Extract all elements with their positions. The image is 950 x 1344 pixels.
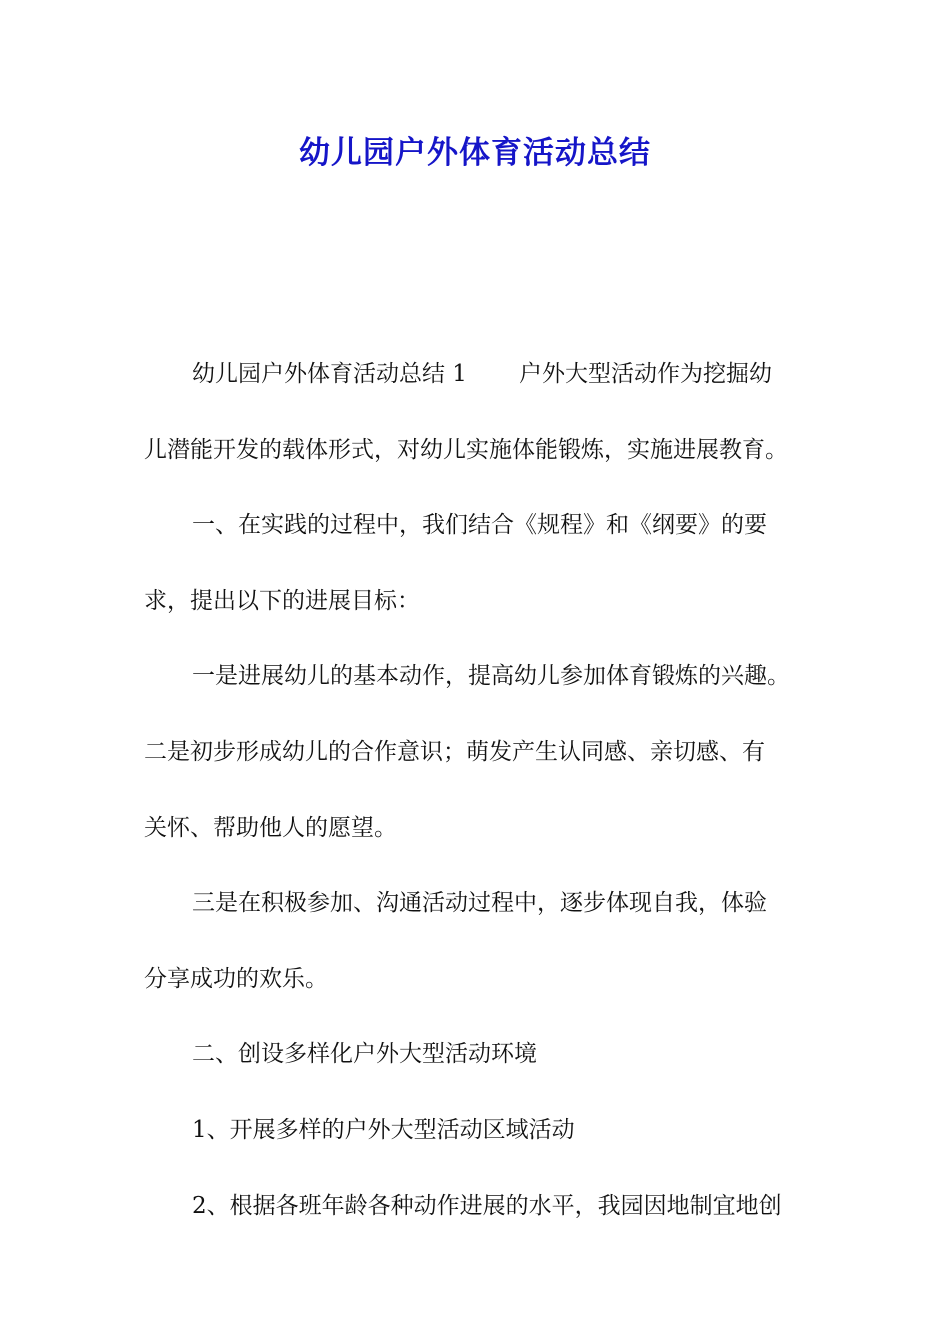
text-line: 求，提出以下的进展目标： [144, 587, 420, 614]
text-line: 一、在实践的过程中，我们结合《规程》和《纲要》的要 [192, 512, 767, 539]
text-segment: 户外大型活动作为挖掘幼 [518, 361, 772, 387]
text-line [144, 337, 809, 413]
text-line: 关怀、帮助他人的愿望。 [144, 814, 397, 841]
text-line: 一是进展幼儿的基本动作，提高幼儿参加体育锻炼的兴趣。 [192, 663, 790, 690]
text-line: 儿潜能开发的载体形式，对幼儿实施体能锻炼，实施进展教育。 [144, 436, 788, 463]
text-line: 三是在积极参加、沟通活动过程中，逐步体现自我，体验 [192, 890, 767, 917]
document-title: 幼儿园户外体育活动总结 [299, 135, 651, 171]
text-segment: 幼儿园户外体育活动总结 1 [192, 361, 467, 387]
document-body [144, 337, 809, 1244]
text-line: 二、创设多样化户外大型活动环境 [192, 1041, 537, 1068]
text-line: 分享成功的欢乐。 [144, 965, 328, 992]
text-line: 二是初步形成幼儿的合作意识；萌发产生认同感、亲切感、有 [144, 738, 765, 765]
text-line: 1、开展多样的户外大型活动区域活动 [192, 1116, 575, 1143]
text-line: 2、根据各班年龄各种动作进展的水平，我园因地制宜地创 [192, 1192, 782, 1219]
